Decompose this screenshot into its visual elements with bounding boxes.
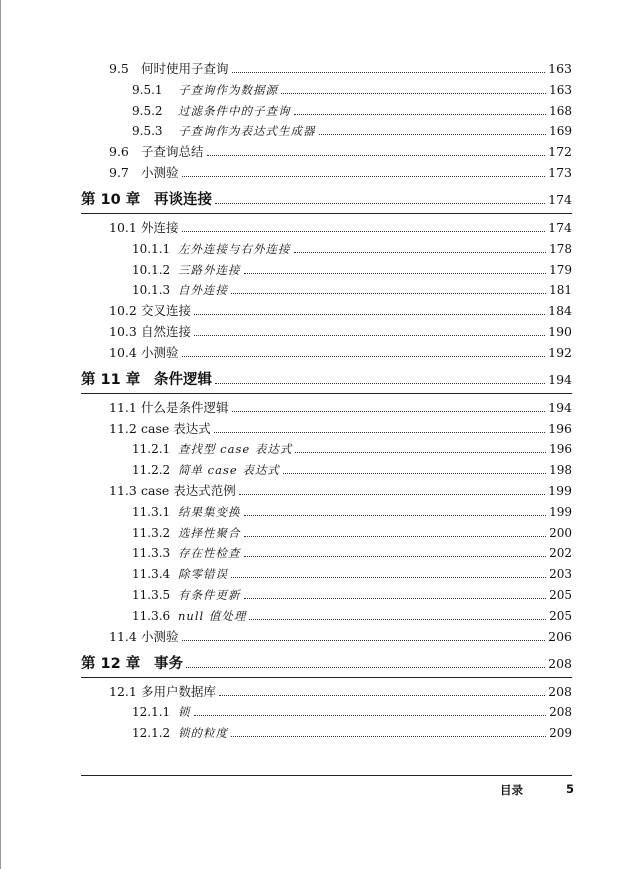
toc-entry-number: 11.3.4: [132, 567, 171, 582]
dot-leader: [232, 72, 546, 73]
toc-entry-number: 10.1.1: [132, 241, 171, 256]
toc-entry-title: 再谈连接: [154, 192, 212, 208]
toc-entry-title: 选择性聚合: [178, 525, 241, 540]
toc-entry-number: 9.5.2: [132, 103, 163, 118]
toc-entry[interactable]: [1, 161, 643, 181]
toc-entry[interactable]: [1, 417, 643, 437]
toc-entry-number: 第 10 章: [81, 192, 141, 208]
dot-leader: [232, 411, 546, 412]
toc-entry-number: 11.3.2: [132, 525, 171, 540]
dot-leader: [215, 383, 545, 384]
dot-leader: [194, 314, 545, 315]
toc-entry-line: [178, 566, 572, 582]
toc-entry-number: 11.2.2: [132, 463, 171, 478]
toc-entry-title: 左外连接与右外连接: [178, 241, 291, 256]
toc-entry-page: 163: [549, 82, 572, 97]
dot-leader: [231, 577, 546, 578]
toc-entry[interactable]: [1, 541, 643, 561]
toc-entry-number: 11.1: [109, 399, 137, 415]
toc-entry-page: 174: [548, 192, 572, 207]
toc-chapter-entry[interactable]: [1, 188, 643, 208]
dot-leader: [182, 356, 546, 357]
dot-leader: [244, 598, 547, 599]
toc-chapter-entry[interactable]: [1, 652, 643, 672]
toc-entry-line: [178, 262, 572, 278]
toc-entry-number: 10.4: [109, 344, 137, 360]
toc-entry-title: 事务: [154, 655, 183, 672]
dot-leader: [239, 494, 545, 495]
toc-entry[interactable]: [1, 99, 643, 119]
toc-entry-title: 锁的粒度: [178, 726, 228, 741]
toc-entry-page: 202: [549, 546, 572, 561]
toc-chapter-entry[interactable]: [1, 368, 643, 388]
toc-entry-line: [178, 441, 572, 457]
toc-entry[interactable]: [1, 320, 643, 340]
toc-entry-page: 208: [549, 705, 572, 720]
dot-leader: [249, 619, 546, 620]
toc-entry-number: 11.4: [109, 628, 137, 644]
dot-leader: [295, 452, 546, 453]
toc-entry[interactable]: [1, 604, 643, 624]
toc-entry-number: 10.3: [109, 324, 137, 339]
toc-entry-number: 9.5.1: [132, 82, 163, 97]
toc-entry-number: 10.1.3: [132, 283, 171, 298]
toc-entry-line: [178, 241, 572, 257]
toc-entry-line: [178, 725, 572, 741]
toc-entry-number: 11.3.5: [132, 588, 171, 602]
toc-entry[interactable]: [1, 583, 643, 603]
toc-entry[interactable]: [1, 500, 643, 520]
toc-entry-title: null 值处理: [178, 608, 247, 623]
toc-entry-line: [141, 144, 572, 160]
toc-entry-line: [154, 656, 572, 672]
toc-entry-number: 9.7: [109, 165, 129, 180]
toc-entry-title: 自然连接: [141, 324, 192, 339]
toc-entry[interactable]: [1, 458, 643, 478]
toc-entry-line: [141, 421, 572, 437]
toc-entry-page: 172: [548, 144, 572, 160]
footer-page-number: 5: [566, 782, 575, 796]
toc-entry-title: case 表达式: [141, 420, 211, 436]
toc-entry-page: 198: [549, 463, 572, 478]
dot-leader: [294, 114, 547, 115]
toc-entry[interactable]: [1, 78, 643, 98]
toc-entry[interactable]: [1, 258, 643, 278]
toc-entry-number: 9.6: [109, 144, 129, 160]
toc-entry-line: [141, 345, 572, 361]
dot-leader: [231, 293, 546, 294]
chapter-divider: [81, 213, 572, 214]
toc-entry-title: 什么是条件逻辑: [141, 399, 229, 415]
toc-entry[interactable]: [1, 680, 643, 700]
chapter-divider: [81, 393, 572, 394]
toc-entry-page: 194: [548, 371, 572, 387]
toc-entry-title: 多用户数据库: [141, 683, 217, 699]
toc-entry-line: [141, 324, 572, 340]
toc-entry-page: 179: [549, 262, 572, 277]
toc-entry-number: 第 12 章: [81, 655, 141, 672]
toc-entry-line: [178, 704, 572, 720]
toc-entry[interactable]: [1, 216, 643, 236]
dot-leader: [186, 667, 545, 668]
toc-entry-line: [178, 504, 572, 520]
toc-entry-page: 169: [549, 124, 572, 139]
toc-entry-page: 200: [549, 525, 572, 540]
toc-entry-page: 194: [548, 399, 572, 415]
toc-entry-number: 10.1: [109, 220, 137, 235]
toc-entry[interactable]: [1, 625, 643, 645]
toc-entry-page: 184: [548, 303, 572, 319]
toc-entry-page: 192: [548, 344, 572, 360]
toc-entry-page: 199: [549, 504, 572, 519]
toc-entry-title: 简单 case 表达式: [178, 463, 280, 478]
toc-entry-page: 196: [548, 420, 572, 436]
toc-entry-title: 子查询作为表达式生成器: [178, 124, 316, 139]
dot-leader: [194, 715, 547, 716]
toc-entry-title: 存在性检查: [178, 546, 241, 561]
toc-entry-page: 196: [549, 442, 572, 457]
toc-entry-line: [178, 82, 572, 98]
toc-entry-page: 190: [548, 324, 572, 339]
toc-entry-title: 查找型 case 表达式: [178, 442, 293, 457]
dot-leader: [182, 231, 546, 232]
toc-entry-line: [178, 462, 572, 478]
toc-entry[interactable]: [1, 341, 643, 361]
toc-entry[interactable]: [1, 479, 643, 499]
toc-entry[interactable]: [1, 299, 643, 319]
toc-entry-title: 锁: [178, 705, 191, 720]
toc-entry-title: 交叉连接: [141, 303, 192, 319]
toc-entry-number: 11.2.1: [132, 442, 171, 457]
dot-leader: [294, 252, 547, 253]
toc-entry-title: 小测验: [141, 344, 179, 360]
toc-entry-line: [178, 545, 572, 561]
chapter-divider: [81, 677, 572, 678]
toc-entry-number: 11.3.6: [132, 608, 171, 623]
toc-entry-page: 163: [548, 61, 572, 76]
toc-entry-title: 过滤条件中的子查询: [178, 103, 291, 118]
footer-section-label: 目录: [500, 783, 523, 797]
toc-entry-line: [178, 103, 572, 119]
toc-entry-number: 11.3.3: [132, 546, 171, 561]
toc-entry-title: 小测验: [141, 165, 179, 180]
toc-entry-title: 外连接: [141, 220, 179, 235]
toc-entry-line: [154, 192, 572, 208]
toc-entry-title: 有条件更新: [178, 588, 241, 602]
toc-entry[interactable]: [1, 396, 643, 416]
toc-entry-number: 12.1: [109, 683, 137, 699]
toc-entry-title: 条件逻辑: [154, 371, 212, 388]
toc-entry[interactable]: [1, 278, 643, 298]
toc-entry-number: 9.5: [109, 61, 129, 76]
toc-entry-line: [178, 608, 572, 624]
toc-entry-number: 10.1.2: [132, 262, 171, 277]
toc-entry-page: 205: [549, 608, 572, 623]
dot-leader: [219, 695, 545, 696]
toc-entry-number: 11.2: [109, 420, 137, 436]
toc-entry-page: 199: [548, 483, 572, 498]
toc-entry-page: 203: [549, 567, 572, 582]
toc-entry-line: [141, 165, 572, 181]
toc-entry[interactable]: [1, 237, 643, 257]
toc-entry[interactable]: [1, 119, 643, 139]
toc-entry-title: 小测验: [141, 628, 179, 644]
toc-entry[interactable]: [1, 562, 643, 582]
toc-entry-page: 208: [548, 655, 572, 671]
toc-entry-line: [178, 587, 572, 603]
dot-leader: [244, 556, 547, 557]
dot-leader: [283, 473, 546, 474]
toc-entry[interactable]: [1, 57, 643, 77]
toc-entry-line: [141, 400, 572, 416]
toc-entry-line: [141, 220, 572, 236]
toc-entry-number: 11.3: [109, 483, 137, 498]
toc-entry-line: [154, 372, 572, 388]
toc-entry-line: [141, 61, 572, 77]
toc-entry-page: 208: [548, 683, 572, 699]
dot-leader: [244, 515, 547, 516]
toc-entry-number: 9.5.3: [132, 124, 163, 139]
footer-divider: [81, 775, 572, 776]
dot-leader: [319, 134, 547, 135]
toc-entry-number: 11.3.1: [132, 504, 171, 519]
dot-leader: [281, 93, 546, 94]
toc-entry-page: 209: [549, 726, 572, 741]
toc-entry-line: [141, 629, 572, 645]
toc-entry-number: 12.1.2: [132, 726, 171, 741]
toc-entry[interactable]: [1, 721, 643, 741]
toc-entry-page: 168: [549, 103, 572, 118]
toc-entry[interactable]: [1, 437, 643, 457]
toc-entry-title: case 表达式范例: [141, 483, 236, 498]
dot-leader: [214, 432, 545, 433]
toc-entry-title: 除零错误: [178, 567, 228, 582]
dot-leader: [244, 536, 547, 537]
toc-entry[interactable]: [1, 521, 643, 541]
toc-entry-page: 206: [548, 628, 572, 644]
toc-entry-line: [178, 525, 572, 541]
toc-entry-number: 10.2: [109, 303, 137, 319]
toc-entry-title: 何时使用子查询: [141, 61, 229, 76]
toc-entry-title: 子查询作为数据源: [178, 82, 278, 97]
toc-entry[interactable]: [1, 140, 643, 160]
dot-leader: [244, 273, 547, 274]
dot-leader: [207, 155, 546, 156]
toc-entry-number: 12.1.1: [132, 705, 171, 720]
toc-entry-line: [141, 483, 572, 499]
dot-leader: [215, 203, 545, 204]
toc-entry-title: 三路外连接: [178, 262, 241, 277]
toc-entry-title: 结果集变换: [178, 504, 241, 519]
toc-entry-page: 178: [549, 241, 572, 256]
toc-entry-line: [178, 123, 572, 139]
dot-leader: [231, 736, 546, 737]
toc-entry-title: 子查询总结: [141, 144, 204, 160]
toc-entry-number: 第 11 章: [81, 371, 141, 388]
toc-entry-line: [178, 282, 572, 298]
dot-leader: [194, 335, 545, 336]
toc-entry-page: 173: [548, 165, 572, 180]
dot-leader: [182, 640, 546, 641]
toc-entry[interactable]: [1, 700, 643, 720]
toc-entry-page: 181: [549, 283, 572, 298]
dot-leader: [182, 176, 546, 177]
toc-entry-line: [141, 303, 572, 319]
toc-entry-page: 174: [548, 220, 572, 235]
toc-entry-title: 自外连接: [178, 283, 228, 298]
toc-entry-line: [141, 684, 572, 700]
toc-entry-page: 205: [549, 588, 572, 602]
